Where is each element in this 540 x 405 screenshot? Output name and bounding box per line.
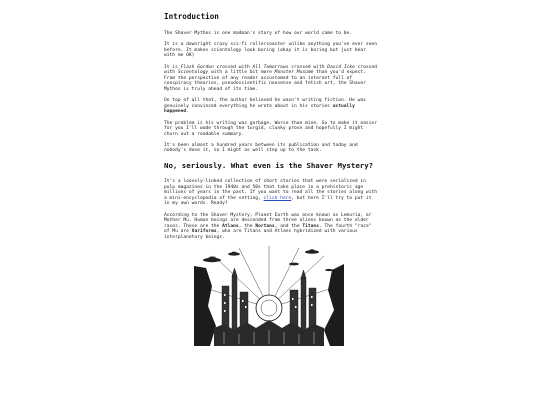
pulp-city-illustration [194,246,344,346]
text: with a little bit more [208,70,275,76]
section-paragraph-2 [164,213,378,241]
text: crossed with [288,64,328,70]
text: crossed with [213,64,253,70]
bold-actually-happened: actually happened [164,103,355,115]
text: On top of all that, the author believed he wasn't writing fiction. He was genuinely convinced everything he wrote about in his stories [164,98,366,109]
intro-paragraph-2: It is a downright crazy sci-fi rollercoaster unlike anything you've ever seen before. It makes scientology look boring (okay it is boring but just bear with me OK) [164,42,377,59]
text: According to the Shaver Mystery, Planet Earth was once known as Lemuria, or Mother Mu. Human beings are descended from three aliens known as the elder races. These are the [164,212,372,229]
intro-paragraph-1: The Shaver Mythos is one madman's story of how our world came to be. [164,31,353,36]
text: , who are Titans and Atlans hybridized with various interplanetary beings. [164,229,358,240]
text: than you'd expect. From the perspective of any reader accustomed to an internet full of conspiracy theories, pseudoscientific nonsense and fetish art, the Shaver Mythos is truly ahead of its time. [164,70,366,92]
article [164,12,378,346]
section-paragraph-1 [164,179,378,207]
emphasis-david-icke: David Icke [327,64,355,70]
section-heading: No, seriously. What even is the Shaver Mystery? [164,161,374,171]
intro-paragraph-3 [164,65,378,93]
text: . [186,109,189,115]
text: . The fourth "race" of Mu are [164,223,372,235]
page-title: Introduction [164,12,219,21]
bold-atlans: Atlans [222,223,239,229]
bold-variforms: Variforms [191,229,217,235]
text: It's a loosely-linked collection of short stories that were serialized in pulp magazines in the 1940s and 50s that take place in a prehistoric age millions of years in the past. If you want to read all the stories along with a mini-encyclopedia of the setting, [164,179,377,201]
intro-paragraph-4 [164,98,378,115]
text: , and the [274,223,303,229]
text: , the [238,223,256,229]
text: crossed with [164,64,378,76]
emphasis-flash-gordon: Flash Gordon [180,64,214,70]
bold-nortans: Nortans [255,223,275,229]
text: , but here I'll try to put it in my own words. Ready? [164,195,372,207]
bold-titans: Titans [302,223,319,229]
text: It is [164,64,181,70]
emphasis-scientology: Scientology [177,70,209,76]
intro-paragraph-5: The problem is his writing was garbage. Worse than mine. So to make it easier for you I'll wade through the turgid, clunky prose and hopefully I might churn out a readable summary. [164,120,377,137]
intro-paragraph-6: It's been almost a hundred years between its publication and today and nobody's done it, so I might as well step up to the task. [164,142,358,154]
emphasis-all-tomorrows: All Tomorrows [252,64,289,70]
emphasis-monster-musume: Monster Musume [274,70,314,76]
click-here-link[interactable]: click here [263,195,292,201]
